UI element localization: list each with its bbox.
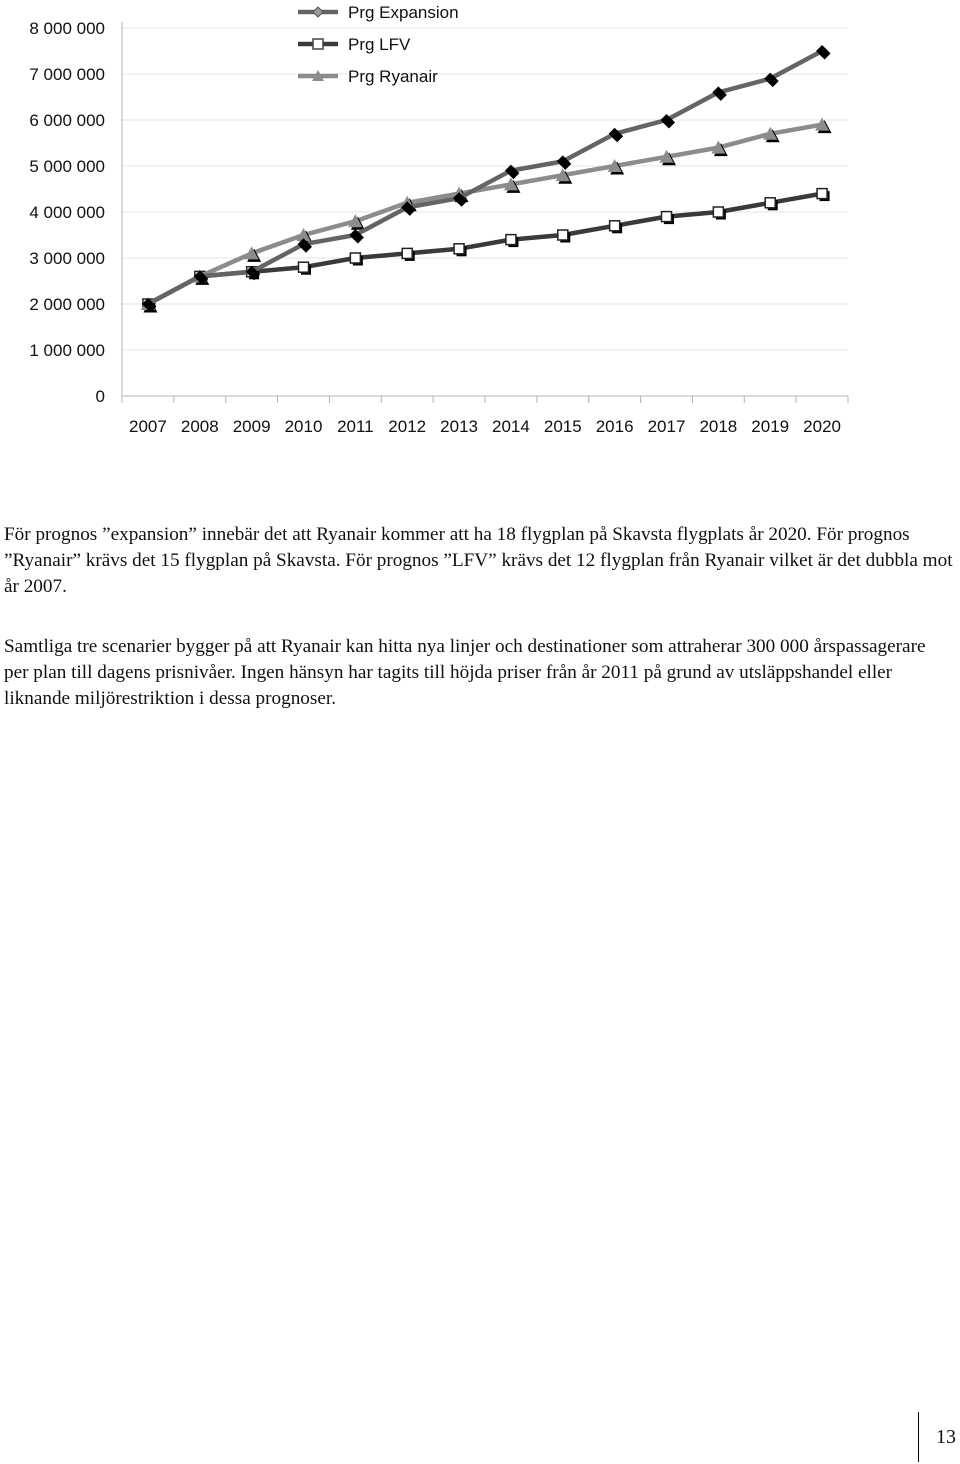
- x-tick-label: 2009: [232, 417, 271, 436]
- x-tick-label: 2019: [751, 417, 790, 436]
- y-tick-label: 6 000 000: [29, 111, 105, 130]
- legend-marker-diamond: [313, 7, 323, 17]
- data-point-square: [817, 189, 827, 199]
- data-point-square: [350, 253, 360, 263]
- y-tick-labels: [29, 19, 105, 406]
- x-tick-label: 2010: [284, 417, 323, 436]
- data-point-square: [558, 230, 568, 240]
- data-point-square: [713, 207, 723, 217]
- x-tick-label: 2017: [647, 417, 686, 436]
- legend-label: Prg Expansion: [348, 3, 459, 22]
- legend-label: Prg LFV: [348, 35, 411, 54]
- y-tick-label: 8 000 000: [29, 19, 105, 38]
- legend-item: [298, 3, 459, 22]
- y-tick-label: 5 000 000: [29, 157, 105, 176]
- legend-label: Prg Ryanair: [348, 67, 438, 86]
- x-tick-label: 2014: [492, 417, 530, 436]
- data-point-square: [765, 198, 775, 208]
- legend-item: [298, 67, 438, 86]
- x-tick-label: 2020: [803, 417, 841, 436]
- x-tick-label: 2016: [595, 417, 634, 436]
- paragraph-forecast-aircraft: För prognos ”expansion” innebär det att Ryanair kommer att ha 18 flygplan på Skavsta flygplats år 2020. För prognos ”Ryanair” krävs det 15 flygplan på Skavsta. För prognos ”LFV” krävs det 12 flygplan från Ryanair vilket är det dubbla mot år 2007.: [4, 524, 953, 597]
- series-prg-lfv: [143, 189, 830, 312]
- x-tick-label: 2012: [388, 417, 427, 436]
- y-tick-label: 1 000 000: [29, 341, 105, 360]
- data-point-square: [506, 235, 516, 245]
- x-tick-label: 2013: [440, 417, 478, 436]
- y-tick-label: 7 000 000: [29, 65, 105, 84]
- legend-marker-square: [313, 39, 323, 49]
- data-point-square: [662, 212, 672, 222]
- y-tick-label: 2 000 000: [29, 295, 105, 314]
- series-prg-expansion: [142, 45, 831, 313]
- legend-item: [298, 35, 411, 54]
- x-tick-labels: [129, 417, 841, 436]
- paragraph-scenario-assumptions: Samtliga tre scenarier bygger på att Ryanair kan hitta nya linjer och destinationer som attraherar 300 000 årspassagerare per plan till dagens prisnivåer. Ingen hänsyn har tagits till höjda priser från år 2011 på grund av utsläppshandel eller liknande miljörestriktion i dessa prognoser.: [4, 636, 926, 709]
- data-point-square: [454, 244, 464, 254]
- data-point-square: [610, 221, 620, 231]
- x-tick-label: 2007: [129, 417, 167, 436]
- x-tick-label: 2008: [180, 417, 219, 436]
- series-lines: [141, 45, 832, 313]
- series-prg-ryanair: [141, 118, 832, 313]
- x-tick-label: 2011: [337, 417, 374, 436]
- data-point-square: [299, 262, 309, 272]
- page-number: 13: [936, 1426, 956, 1448]
- line-chart: [0, 0, 960, 460]
- y-tick-label: 3 000 000: [29, 249, 105, 268]
- data-point-square: [402, 248, 412, 258]
- y-tick-label: 0: [95, 387, 105, 406]
- y-tick-label: 4 000 000: [29, 203, 105, 222]
- x-tick-label: 2018: [699, 417, 738, 436]
- x-tick-label: 2015: [543, 417, 582, 436]
